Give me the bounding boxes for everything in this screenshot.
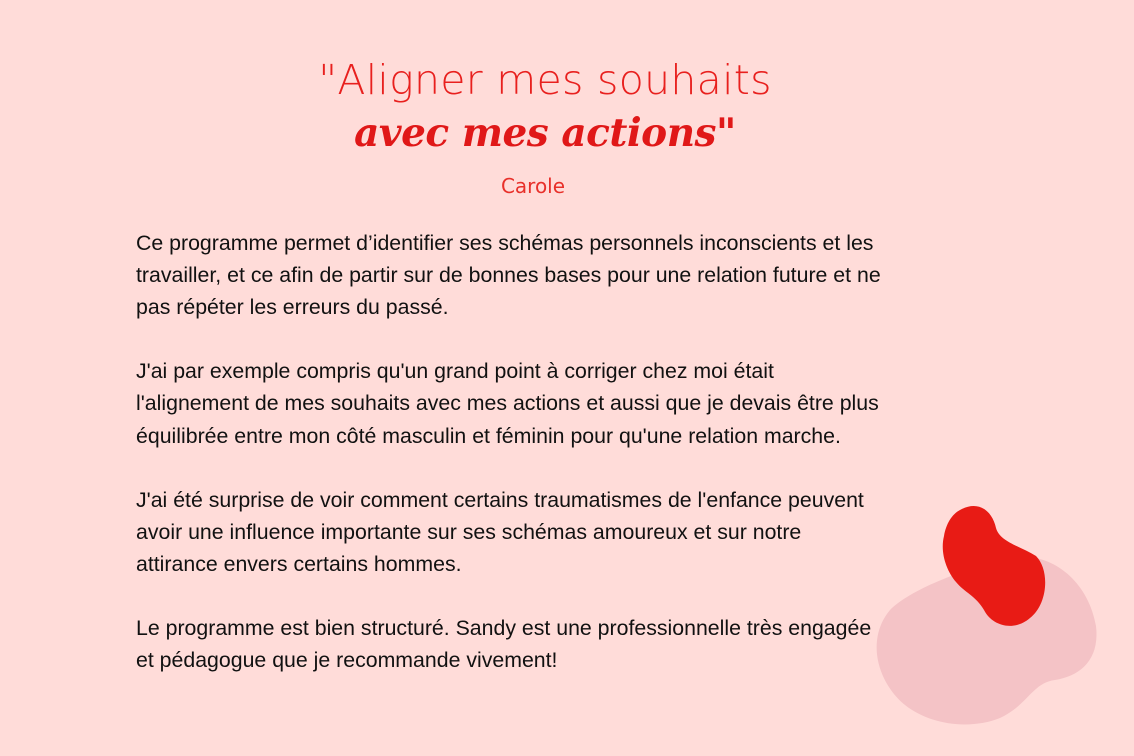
text-line: équilibrée entre mon côté masculin et féminin pour qu'une relation marche. (136, 423, 841, 448)
author-name: Carole (500, 174, 566, 198)
text-line: et pédagogue que je recommande vivement! (136, 648, 558, 673)
quote-title-line2: avec mes actions" (354, 110, 736, 156)
paragraph (136, 227, 1016, 323)
text-line: pas répéter les erreurs du passé. (136, 295, 449, 320)
text-line: J'ai par exemple compris qu'un grand point à corriger chez moi était (136, 359, 774, 384)
text-line: travailler, et ce afin de partir sur de bonnes bases pour une relation future et ne (136, 263, 881, 288)
quote-title-line1: "Aligner mes souhaits (318, 56, 772, 104)
paragraph (136, 484, 1016, 580)
text-line: l'alignement de mes souhaits avec mes actions et aussi que je devais être plus (136, 391, 879, 416)
text-line: avoir une influence importante sur ses schémas amoureux et sur notre (136, 519, 802, 544)
text-line: J'ai été surprise de voir comment certains traumatismes de l'enfance peuvent (136, 487, 864, 512)
paragraph (136, 612, 1016, 676)
text-line: Ce programme permet d’identifier ses schémas personnels inconscients et les (136, 231, 874, 255)
testimonial-body (136, 227, 1016, 708)
paragraph (136, 355, 1016, 451)
text-line: attirance envers certains hommes. (136, 551, 462, 576)
text-line: Le programme est bien structuré. Sandy est une professionnelle très engagée (136, 616, 872, 641)
